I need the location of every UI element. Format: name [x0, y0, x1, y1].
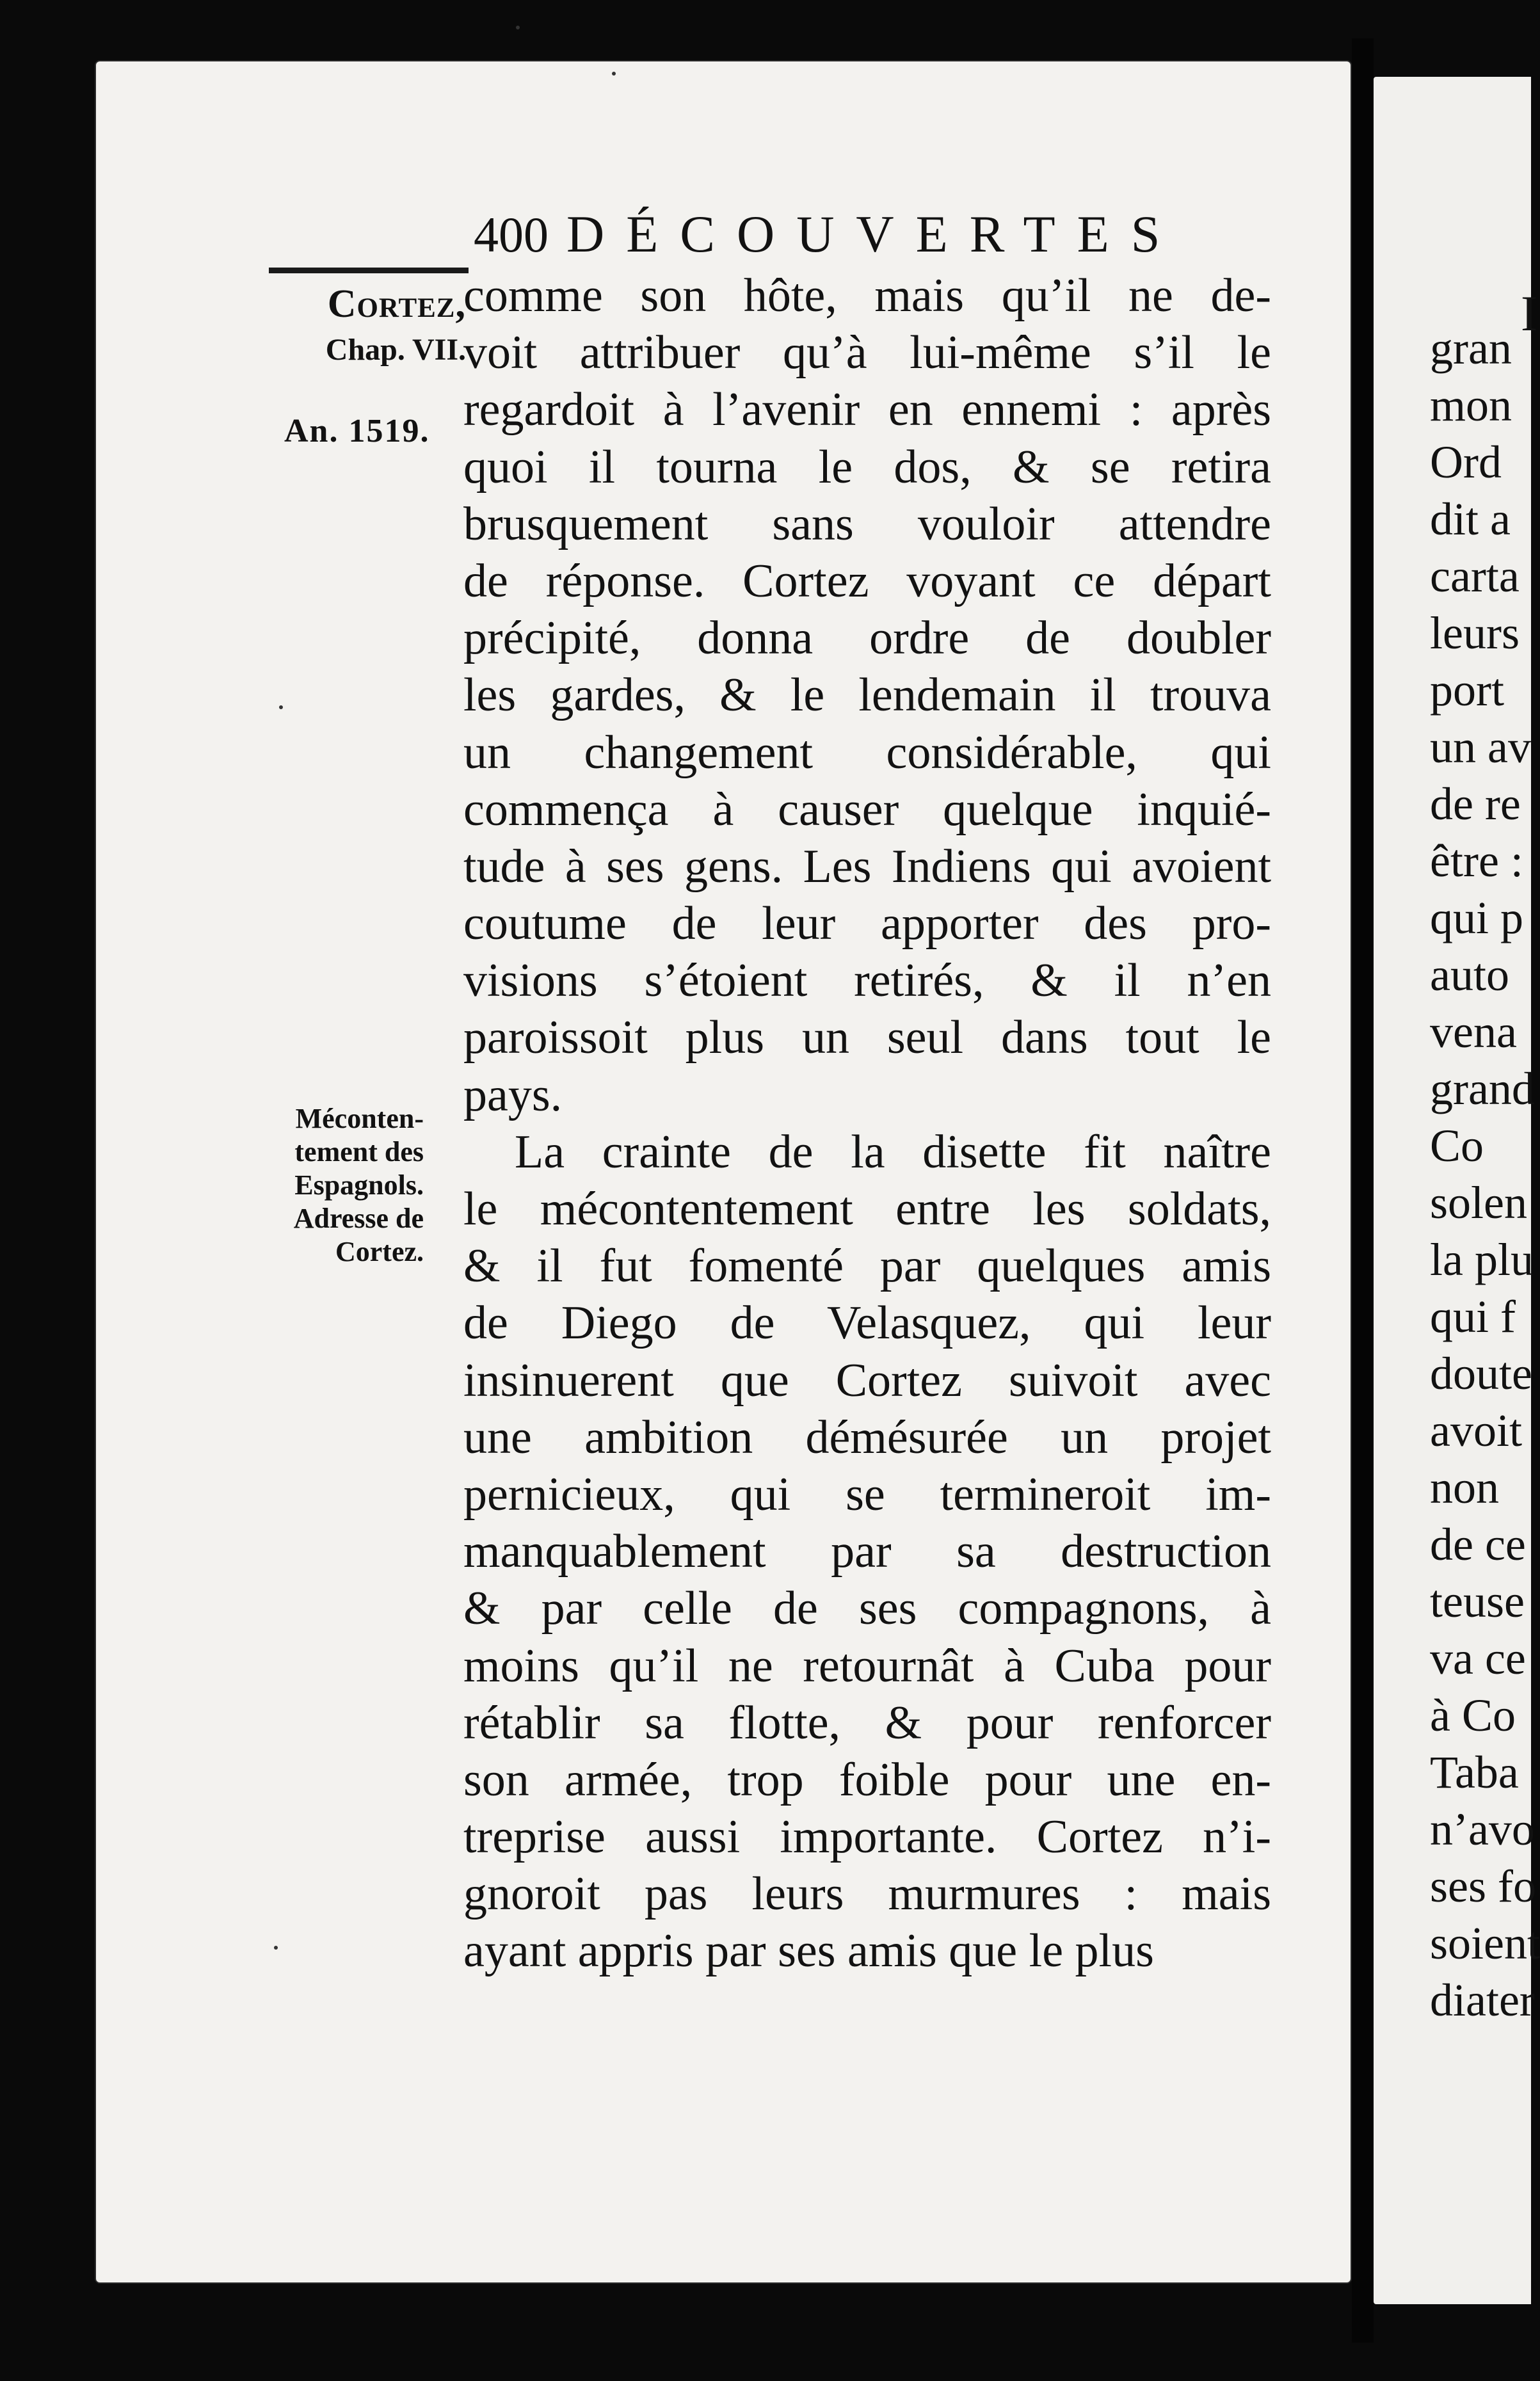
- text-line: comme son hôte, mais qu’il ne de-: [463, 269, 1271, 322]
- text-line: brusquement sans vouloir attendre: [463, 497, 1271, 550]
- right-text-line: être :: [1430, 835, 1523, 886]
- right-text-line: mon: [1430, 380, 1512, 431]
- text-line: & il fut fomenté par quelques amis: [463, 1240, 1271, 1293]
- text-line: coutume de leur apporter des pro-: [463, 897, 1271, 950]
- text-line: La crainte de la disette fit naître: [515, 1125, 1271, 1178]
- text-line: pays.: [463, 1068, 563, 1121]
- right-text-line: non: [1430, 1462, 1499, 1513]
- margin-year: An. 1519.: [284, 413, 430, 449]
- body-text: [463, 268, 1271, 1980]
- right-text-line: Taba: [1430, 1747, 1519, 1798]
- right-text-line: n’avo: [1430, 1804, 1535, 1855]
- text-line: de Diego de Velasquez, qui leur: [463, 1297, 1271, 1350]
- right-page-text: [1430, 320, 1540, 2029]
- scan-speck: [279, 705, 283, 709]
- right-text-line: Co: [1430, 1120, 1484, 1171]
- page-number: 400: [474, 207, 549, 262]
- text-line: moins qu’il ne retournât à Cuba pour: [463, 1639, 1271, 1692]
- running-header: [474, 205, 1182, 263]
- right-text-line: gran: [1430, 323, 1512, 374]
- right-text-line: carta: [1430, 550, 1520, 602]
- running-title: DÉCOUVERTES: [566, 205, 1182, 263]
- margin-chapter: Chap. VII.: [325, 333, 466, 367]
- right-text-line: auto: [1430, 949, 1509, 1000]
- text-line: rétablir sa flotte, & pour renforcer: [463, 1696, 1271, 1749]
- right-page-header: I: [1521, 285, 1537, 341]
- right-text-line: doute: [1430, 1348, 1532, 1399]
- text-line: précipité, donna ordre de doubler: [463, 612, 1271, 665]
- right-text-line: la plu: [1430, 1234, 1534, 1285]
- right-text-line: solen: [1430, 1177, 1527, 1228]
- text-line: les gardes, & le lendemain il trouva: [463, 669, 1271, 722]
- right-page: [1374, 77, 1540, 2304]
- text-line: pernicieux, qui se termineroit im-: [463, 1468, 1271, 1521]
- text-line: treprise aussi importante. Cortez n’i-: [463, 1811, 1271, 1864]
- text-line: insinuerent que Cortez suivoit avec: [463, 1354, 1271, 1407]
- right-text-line: diater: [1430, 1975, 1535, 2026]
- book-gutter: [1352, 38, 1374, 2343]
- text-line: paroissoit plus un seul dans tout le: [463, 1011, 1271, 1064]
- right-text-line: soient: [1430, 1918, 1540, 1969]
- right-text-line: Ord: [1430, 437, 1502, 488]
- right-text-line: ses fo: [1430, 1861, 1536, 1912]
- scan-speck: [516, 26, 520, 29]
- right-text-line: grand: [1430, 1063, 1535, 1114]
- text-line: son armée, trop foible pour une en-: [463, 1753, 1271, 1806]
- text-line: gnoroit pas leurs murmures : mais: [463, 1868, 1271, 1921]
- right-text-line: vena: [1430, 1006, 1517, 1057]
- text-line: commença à causer quelque inquié-: [463, 783, 1271, 836]
- margin-rule: [269, 268, 469, 273]
- right-text-line: leurs: [1430, 607, 1520, 659]
- text-line: une ambition démésurée un projet: [463, 1411, 1271, 1464]
- text-line: ayant appris par ses amis que le plus: [463, 1925, 1154, 1978]
- text-line: voit attribuer qu’à lui-même s’il le: [463, 326, 1271, 380]
- margin-note-line: Méconten-: [295, 1103, 424, 1134]
- right-text-line: qui f: [1430, 1291, 1516, 1342]
- margin-note-line: Cortez.: [335, 1236, 424, 1267]
- right-text-line: avoit: [1430, 1405, 1522, 1456]
- margin-heading: [274, 280, 466, 371]
- text-line: visions s’étoient retirés, & il n’en: [463, 954, 1271, 1007]
- right-text-line: à Co: [1430, 1690, 1516, 1741]
- scan-speck: [274, 1946, 278, 1950]
- right-text-line: un av: [1430, 721, 1531, 773]
- right-text-line: va ce: [1430, 1633, 1526, 1684]
- text-line: de réponse. Cortez voyant ce départ: [463, 554, 1271, 607]
- margin-author: Cortez,: [327, 282, 466, 326]
- text-line: un changement considérable, qui: [463, 726, 1271, 779]
- text-line: le mécontentement entre les soldats,: [463, 1183, 1271, 1235]
- margin-note: [250, 1102, 424, 1269]
- text-line: quoi il tourna le dos, & se retira: [463, 440, 1271, 493]
- text-line: manquablement par sa destruction: [463, 1525, 1271, 1578]
- scan-speck: [612, 72, 616, 76]
- right-text-line: dit a: [1430, 493, 1511, 545]
- right-text-line: port: [1430, 664, 1504, 716]
- margin-note-line: tement des: [294, 1136, 424, 1167]
- text-line: & par celle de ses compagnons, à: [463, 1582, 1271, 1635]
- margin-note-line: Adresse de: [293, 1203, 424, 1234]
- text-line: tude à ses gens. Les Indiens qui avoient: [463, 840, 1271, 893]
- right-text-line: de re: [1430, 778, 1521, 830]
- right-text-line: teuse: [1430, 1576, 1525, 1627]
- right-text-line: qui p: [1430, 892, 1524, 943]
- text-line: regardoit à l’avenir en ennemi : après: [463, 383, 1271, 437]
- right-text-line: de ce: [1430, 1519, 1526, 1570]
- margin-note-line: Espagnols.: [294, 1169, 424, 1201]
